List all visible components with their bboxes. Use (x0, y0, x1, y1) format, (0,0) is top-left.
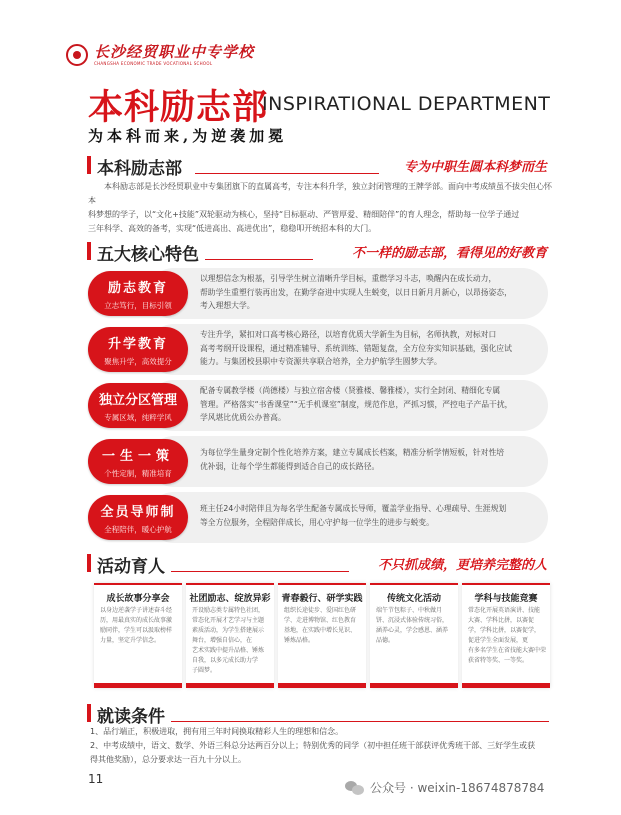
wechat-icon (345, 781, 365, 795)
section-bar (87, 554, 91, 572)
card-line: 组织长途徒步、爱国红色研 (284, 607, 357, 614)
activity-card (462, 583, 550, 688)
card-title: 传统文化活动 (386, 594, 441, 604)
card-line: 开设励志类专属特色社团， (192, 607, 265, 614)
feature-line: 专注升学，紧扣对口高考核心路径，以培育优质大学新生为目标，名师执教，对标对口 (200, 330, 497, 339)
section-rule (205, 259, 313, 260)
feature-description (200, 384, 534, 425)
page-title: 本科励志部 (88, 88, 269, 128)
features-tagline: 不一样的励志部，看得见的好教育 (351, 246, 547, 261)
section-bar (87, 242, 91, 260)
card-title: 社团励志、绽放异彩 (189, 594, 271, 604)
feature-name: 一生一策 (101, 449, 174, 464)
condition-item: 得其他奖励），总分要求达一百九十分以上。 (90, 755, 246, 764)
logo-name-en: CHANGSHA ECONOMIC TRADE VOCATIONAL SCHOOL (94, 60, 213, 66)
card-line: 历，用最真实的成长故事激 (100, 617, 173, 624)
intro-line: 科梦想的学子，以“文化+技能”双轮驱动为核心，坚持“目标驱动、严管厚爱、精细陪伴”的育人理念，帮助每一位学子通过 (88, 210, 520, 219)
features-header (87, 240, 549, 264)
intro-header (87, 154, 549, 178)
slogan: 为本科而来,为逆袭加冕 (88, 127, 288, 145)
page-title-en: INSPIRATIONAL DEPARTMENT (262, 93, 551, 115)
feature-row (88, 266, 548, 321)
activity-card (186, 583, 274, 688)
card-line: 学、走进博物馆、红色教育 (284, 617, 357, 624)
card-footer-bar (94, 683, 182, 688)
card-line: 励同伴，学生可以汲取榜样 (100, 627, 173, 634)
activities-tagline: 不只抓成绩，更培养完整的人 (377, 558, 547, 573)
wechat-watermark (345, 779, 544, 796)
intro-tagline: 专为中职生圆本科梦而生 (403, 160, 547, 175)
activity-cards (94, 583, 554, 688)
feature-name: 励志教育 (107, 281, 168, 296)
feature-badge (88, 439, 188, 484)
feature-row (88, 322, 548, 377)
feature-subtitle: 个性定制，精准培育 (104, 469, 172, 478)
activity-card (278, 583, 366, 688)
feature-badge (88, 327, 188, 372)
feature-line: 为每位学生量身定制个性化培养方案，建立专属成长档案，精准分析学情短板，针对性培 (200, 448, 505, 457)
section-rule (195, 173, 379, 174)
feature-subtitle: 全程陪伴，暖心护航 (104, 525, 172, 534)
intro-line: 本科励志部是长沙经贸职业中专集团旗下的直属高考，专注本科升学，独立封闭管理的王牌学部。面向中考成绩虽不拔尖但心怀本 (88, 182, 552, 205)
card-line: 品德。 (376, 637, 395, 644)
feature-badge (88, 271, 188, 316)
conditions-title: 就读条件 (97, 707, 165, 727)
card-text (192, 606, 270, 676)
section-rule (171, 721, 549, 722)
card-text (376, 606, 454, 646)
condition-item: 2、中考成绩中，语文、数学、外语三科总分达两百分以上；特别优秀的同学（初中担任班干部获评优秀班干部、三好学生或获 (90, 741, 536, 750)
feature-row (88, 490, 548, 545)
card-line: 有多名学生在省技能大赛中荣 (468, 647, 547, 654)
feature-badge (88, 495, 188, 540)
school-logo (66, 44, 254, 66)
feature-name: 升学教育 (107, 337, 168, 352)
feature-line: 配备专属教学楼（尚德楼）与独立宿舍楼（贤雅楼、馨雅楼），实行全封闭、精细化专属 (200, 386, 501, 395)
feature-line: 考入理想大学。 (200, 301, 255, 310)
condition-item: 1、品行端正，积极进取，拥有用三年时间换取精彩人生的理想和信念。 (90, 727, 344, 736)
card-line: 常态化开展才艺学习与主题 (192, 617, 265, 624)
activity-card (94, 583, 182, 688)
feature-description (200, 502, 534, 529)
features-title: 五大核心特色 (97, 245, 199, 265)
card-footer-bar (278, 683, 366, 688)
section-bar (87, 156, 91, 174)
feature-line: 管理。严格落实“书香课堂”“无手机课室”制度，规范作息，严抓习惯，严控电子产品干扰， (200, 399, 513, 409)
card-line: 自我，以多元成长助力学 (192, 657, 259, 664)
activities-header (87, 552, 549, 576)
feature-line: 以理想信念为根基，引导学生树立清晰升学目标，重燃学习斗志，唤醒内在成长动力， (200, 274, 497, 283)
card-text (284, 606, 362, 646)
card-footer-bar (186, 683, 274, 688)
card-line: 学，学科比拼，以赛促学， (468, 627, 541, 634)
card-line: 以身边逆袭学子讲述奋斗经 (100, 607, 173, 614)
feature-row (88, 434, 548, 489)
feature-subtitle: 聚焦升学，高效提分 (104, 357, 172, 366)
feature-subtitle: 专属区域，纯粹学风 (104, 413, 172, 422)
card-line: 子圆梦。 (192, 667, 217, 674)
card-text (100, 606, 178, 646)
conditions-header (87, 702, 549, 726)
card-footer-bar (462, 683, 550, 688)
feature-line: 优补弱，让每个学生都能得到适合自己的成长路径。 (200, 461, 380, 471)
card-line: 基地，在实践中增长见识、 (284, 627, 357, 634)
feature-row (88, 378, 548, 433)
feature-line: 高考考纲开设课程，通过精准辅导、系统训练、错题复盘，全方位夯实知识基础，强化应试 (200, 343, 512, 353)
conditions-list (90, 725, 550, 767)
card-line: 大赛、学科比拼，以赛促 (468, 617, 535, 624)
feature-description (200, 272, 534, 313)
feature-description (200, 328, 534, 369)
feature-badge (88, 383, 188, 428)
card-line: 艺术实践中提升品格、锤炼 (192, 647, 265, 654)
card-line: 涵养心灵，学会感恩、涵养 (376, 627, 449, 634)
card-title: 成长故事分享会 (106, 594, 170, 604)
section-bar (87, 704, 91, 722)
card-footer-bar (370, 683, 458, 688)
page-number: 11 (88, 772, 104, 786)
card-text (468, 606, 546, 666)
wechat-account: 公众号 · weixin-18674878784 (370, 781, 545, 795)
section-rule (171, 571, 349, 572)
card-line: 促进学生全面发展，更 (468, 637, 529, 644)
activity-card (370, 583, 458, 688)
card-line: 饼、沉浸式体验传统习俗， (376, 617, 449, 624)
feature-line: 学风堪比优质公办普高。 (200, 413, 286, 422)
card-line: 常态化开展英语演讲、技能 (468, 607, 541, 614)
feature-line: 帮助学生重塑行装再出发，在勤学奋进中实现人生蜕变，以日日新月月新心，以昂扬姿态， (200, 287, 512, 297)
feature-name: 全员导师制 (100, 505, 176, 520)
feature-line: 能力。与集团校县职中专资源共享联合培养，全力护航学生圆梦大学。 (200, 357, 442, 366)
card-line: 锤炼品格。 (284, 637, 315, 644)
intro-title: 本科励志部 (97, 159, 182, 179)
school-seal-icon (66, 44, 88, 66)
feature-line: 等全方位服务，全程陪伴成长，用心守护每一位学生的进步与蜕变。 (200, 517, 434, 527)
feature-description (200, 446, 534, 473)
intro-line: 三年科学、高效的备考，实现“低进高出、高进优出”，稳稳叩开统招本科的大门。 (88, 224, 377, 233)
logo-name-cn: 长沙经贸职业中专学校 (94, 42, 255, 61)
feature-line: 班主任24小时陪伴且为每名学生配备专属成长导师，覆盖学业指导、心理疏导、生涯规划 (200, 504, 507, 513)
intro-paragraph (88, 180, 558, 236)
card-title: 学科与技能竞赛 (474, 594, 538, 604)
card-line: 素质活动，为学生搭建展示 (192, 627, 265, 634)
card-line: 获省特等奖、一等奖。 (468, 657, 529, 664)
card-line: 力量，坚定升学信念。 (100, 637, 161, 644)
card-line: 端午节包粽子、中秋做月 (376, 607, 443, 614)
card-line: 舞台，增强自信心，在 (192, 637, 253, 644)
feature-subtitle: 立志笃行，目标引领 (104, 301, 172, 310)
card-title: 青春毅行、研学实践 (281, 594, 363, 604)
feature-name: 独立分区管理 (98, 393, 177, 408)
activities-title: 活动育人 (97, 557, 165, 577)
